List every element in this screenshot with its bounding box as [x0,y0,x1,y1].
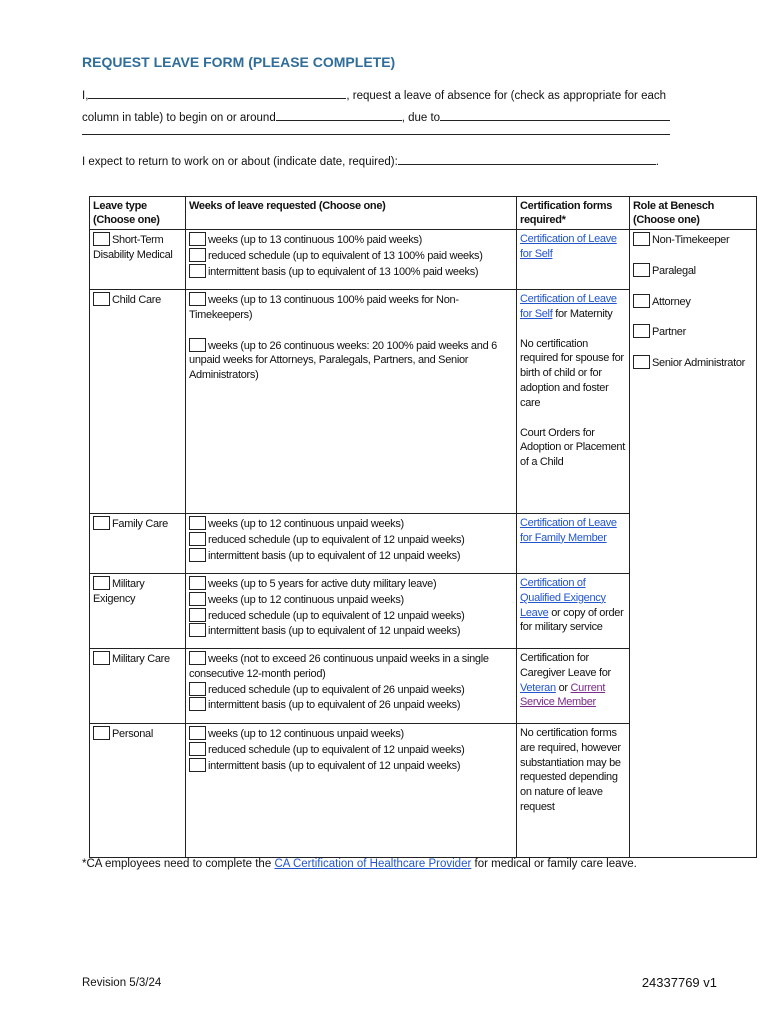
role-nontimekeeper-label: Non-Timekeeper [652,234,730,246]
std-opt2-label: reduced schedule (up to equivalent of 13 100% paid weeks) [208,249,483,262]
intro-line-1 [82,88,666,102]
childcare-opt2-label: weeks (up to 26 continuous weeks: 20 100% paid weeks and 6 unpaid weeks for Attorneys, Paralegals, Partners, and Senior Administrators) [189,339,497,382]
family-opt1-checkbox[interactable] [189,516,206,530]
header-cert: Certification forms required* [517,197,630,230]
footnote [82,858,637,870]
childcare-opt1-label: weeks (up to 13 continuous 100% paid weeks for Non-Timekeepers) [189,294,459,321]
ca-healthcare-cert-link[interactable]: CA Certification of Healthcare Provider [274,858,472,870]
milcare-opt2-checkbox[interactable] [189,682,206,696]
reason-field[interactable] [440,110,670,121]
childcare-cert-text1: for Maternity [552,307,613,320]
milcare-checkbox[interactable] [93,651,110,665]
role-senior-admin-label: Senior Administrator [652,357,746,370]
exigency-opt2-label: weeks (up to 12 continuous unpaid weeks) [208,593,404,606]
childcare-checkbox[interactable] [93,292,110,306]
personal-opt2-checkbox[interactable] [189,742,206,756]
weeks-cell [186,574,517,649]
exigency-cert-link[interactable]: Certification of Qualified Exigency Leave [520,577,606,619]
milcare-opt1-checkbox[interactable] [189,651,206,665]
name-field[interactable] [88,88,346,99]
table-header-row [90,197,757,230]
role-nontimekeeper-checkbox[interactable] [633,232,650,246]
milcare-opt3-label: intermittent basis (up to equivalent of 26 unpaid weeks) [208,699,461,712]
cert-cell [517,514,630,574]
weeks-cell [186,649,517,724]
personal-opt2-label: reduced schedule (up to equivalent of 12 unpaid weeks) [208,743,465,756]
childcare-label: Child Care [112,294,161,306]
family-cert-link[interactable]: Certification of Leave for Family Member [520,517,617,544]
exigency-opt4-checkbox[interactable] [189,623,206,637]
childcare-opt1-checkbox[interactable] [189,292,206,306]
intro-l1-prefix: I, [82,90,89,102]
family-opt3-checkbox[interactable] [189,548,206,562]
childcare-opt2-checkbox[interactable] [189,338,206,352]
cert-cell [517,724,630,858]
leave-type-cell [90,290,186,514]
role-senior-admin-checkbox[interactable] [633,355,650,369]
weeks-cell [186,230,517,290]
role-attorney-label: Attorney [652,295,691,308]
milcare-label: Military Care [112,653,170,665]
leave-type-cell [90,574,186,649]
role-paralegal-checkbox[interactable] [633,263,650,277]
intro-line-4 [82,154,659,168]
milcare-opt3-checkbox[interactable] [189,697,206,711]
role-partner-checkbox[interactable] [633,324,650,338]
childcare-cert-text3: Court Orders for Adoption or Placement of a Child [520,426,625,469]
revision-date: Revision 5/3/24 [82,977,162,989]
cert-cell [517,290,630,514]
exigency-cert-text: or copy of order for military service [520,606,624,634]
exigency-opt1-label: weeks (up to 5 years for active duty military leave) [208,578,437,590]
std-opt1-label: weeks (up to 13 continuous 100% paid weeks) [208,234,422,246]
leave-request-table [89,196,757,858]
form-title: REQUEST LEAVE FORM (PLEASE COMPLETE) [82,54,396,70]
exigency-opt3-checkbox[interactable] [189,608,206,622]
exigency-checkbox[interactable] [93,576,110,590]
exigency-opt2-checkbox[interactable] [189,592,206,606]
std-opt2-checkbox[interactable] [189,248,206,262]
exigency-opt3-label: reduced schedule (up to equivalent of 12 unpaid weeks) [208,609,465,622]
exigency-label: Military Exigency [93,578,145,605]
milcare-cert-or: or [555,681,571,694]
start-date-field[interactable] [276,110,402,121]
service-member-cert-link[interactable]: Current Service Member [520,681,606,709]
std-checkbox[interactable] [93,232,110,246]
intro-line-2 [82,110,670,124]
cert-cell [517,574,630,649]
family-opt2-checkbox[interactable] [189,532,206,546]
role-attorney-checkbox[interactable] [633,294,650,308]
std-opt1-checkbox[interactable] [189,232,206,246]
cert-cell [517,230,630,290]
childcare-cert-text2: No certification required for spouse for birth of child or for adoption and foster care [520,337,624,409]
intro-l2-prefix: column in table) to begin on or around [82,112,276,124]
family-label: Family Care [112,518,168,530]
document-number: 24337769 v1 [641,975,717,990]
leave-type-cell [90,514,186,574]
exigency-opt4-label: intermittent basis (up to equivalent of 12 unpaid weeks) [208,625,461,638]
weeks-cell [186,514,517,574]
personal-label: Personal [112,728,154,740]
exigency-opt1-checkbox[interactable] [189,576,206,590]
footnote-suffix: for medical or family care leave. [471,858,637,870]
role-partner-label: Partner [652,326,686,339]
childcare-cert-link[interactable]: Certification of Leave for Self [520,293,617,320]
intro-l2-mid: , due to [401,112,441,124]
personal-opt3-label: intermittent basis (up to equivalent of 12 unpaid weeks) [208,759,461,772]
weeks-cell [186,724,517,858]
intro-l1-suffix: , request a leave of absence for (check as appropriate for each [346,90,667,102]
veteran-cert-link[interactable]: Veteran [520,681,556,694]
reason-continuation-field[interactable] [82,134,670,135]
std-opt3-label: intermittent basis (up to equivalent of 13 100% paid weeks) [208,265,479,278]
milcare-opt2-label: reduced schedule (up to equivalent of 26 unpaid weeks) [208,683,465,696]
personal-opt1-checkbox[interactable] [189,726,206,740]
header-weeks: Weeks of leave requested (Choose one) [186,197,517,230]
family-opt3-label: intermittent basis (up to equivalent of 12 unpaid weeks) [208,549,461,562]
footnote-prefix: *CA employees need to complete the [82,858,275,870]
header-role: Role at Benesch (Choose one) [630,197,757,230]
std-label: Short-Term Disability Medical [93,234,173,261]
intro-l4-prefix: I expect to return to work on or about (indicate date, required): [82,156,398,168]
milcare-cert-text: Certification for Caregiver Leave for [520,652,611,679]
weeks-cell [186,290,517,514]
milcare-opt1-label: weeks (not to exceed 26 continuous unpaid weeks in a single consecutive 12-month period) [189,653,489,680]
personal-opt3-checkbox[interactable] [189,758,206,772]
std-opt3-checkbox[interactable] [189,264,206,278]
table-row-std [90,230,757,290]
personal-cert-text: No certification forms are required, however substantiation may be requested depending on nature of leave request [520,727,621,813]
role-cell [630,230,757,858]
std-cert-link[interactable]: Certification of Leave for Self [520,233,617,260]
return-date-field[interactable] [398,154,656,165]
personal-opt1-label: weeks (up to 12 continuous unpaid weeks) [208,728,404,740]
family-opt2-label: reduced schedule (up to equivalent of 12 unpaid weeks) [208,533,465,546]
leave-type-cell [90,649,186,724]
cert-cell [517,649,630,724]
family-checkbox[interactable] [93,516,110,530]
leave-type-cell [90,230,186,290]
role-paralegal-label: Paralegal [652,264,696,277]
intro-l4-suffix: . [655,156,659,168]
personal-checkbox[interactable] [93,726,110,740]
family-opt1-label: weeks (up to 12 continuous unpaid weeks) [208,518,404,530]
header-leave-type: Leave type (Choose one) [90,197,186,230]
leave-type-cell [90,724,186,858]
